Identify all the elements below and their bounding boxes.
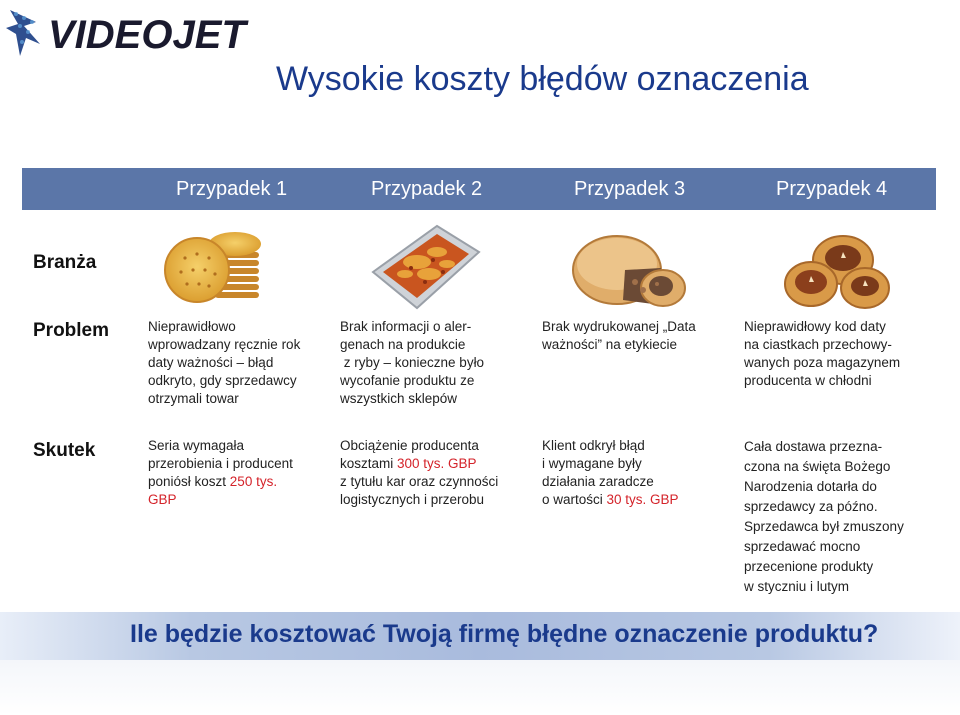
text-line: Narodzenia dotarła do: [744, 479, 877, 494]
text-line: ważności” na etykiecie: [542, 337, 678, 352]
mince-pies-image: [781, 226, 893, 314]
column-header-case-3: Przypadek 3: [574, 178, 686, 200]
text-line: Obciążenie producenta: [340, 438, 479, 453]
text-line: sprzedawcy za późno.: [744, 499, 878, 514]
text-line: genach na produkcie: [340, 337, 466, 352]
problem-cell-1: [148, 318, 300, 408]
page-title: Wysokie koszty błędów oznaczenia: [276, 60, 809, 98]
text-line: [542, 491, 679, 509]
text-line: Nieprawidłowo: [148, 319, 236, 334]
text-line: i wymagane były: [542, 456, 642, 471]
text-line: Klient odkrył błąd: [542, 438, 645, 453]
text-line: na ciastkach przechowy-: [744, 337, 892, 352]
effect-cell-2: [340, 437, 498, 509]
cost-amount: 300 tys. GBP: [397, 456, 477, 471]
text-fragment: o wartości: [542, 492, 607, 507]
text-line: przecenione produkty: [744, 559, 874, 574]
problem-cell-4: [744, 318, 900, 390]
text-line: z tytułu kar oraz czynności: [340, 474, 499, 489]
text-line: Sprzedawca był zmuszony: [744, 519, 904, 534]
column-header-case-2: Przypadek 2: [371, 178, 483, 200]
text-line: Brak informacji o aler-: [340, 319, 472, 334]
text-line: wprowadzany ręcznie rok: [148, 337, 301, 352]
problem-cell-3: [542, 318, 696, 354]
text-line: Seria wymagała: [148, 438, 245, 453]
text-line: czona na święta Bożego: [744, 459, 891, 474]
text-line: wycofanie produktu ze: [340, 373, 475, 388]
text-line: odkryto, gdy sprzedawcy: [148, 373, 297, 388]
bottom-shade: [0, 660, 960, 715]
cost-amount: 30 tys. GBP: [606, 492, 679, 507]
text-line: [340, 455, 498, 473]
row-label-branza: Branża: [33, 252, 97, 273]
meat-pie-image: [565, 220, 695, 312]
text-fragment: kosztami: [340, 456, 398, 471]
text-line: daty ważności – błąd: [148, 355, 274, 370]
row-label-skutek: Skutek: [33, 440, 96, 461]
text-line: z ryby – konieczne było: [340, 355, 485, 370]
videojet-logo: [6, 4, 306, 60]
videojet-star-logo: [6, 4, 306, 60]
lasagne-tray-image: [367, 222, 483, 314]
row-label-problem: Problem: [33, 320, 110, 341]
text-line: logistycznych i przerobu: [340, 492, 485, 507]
text-line: producenta w chłodni: [744, 373, 872, 388]
text-line: Cała dostawa przezna-: [744, 439, 883, 454]
text-line: działania zaradcze: [542, 474, 654, 489]
text-line: Nieprawidłowy kod daty: [744, 319, 886, 334]
text-line: przerobienia i producent: [148, 456, 293, 471]
text-line: sprzedawać mocno: [744, 539, 861, 554]
cost-currency: GBP: [148, 492, 177, 507]
cost-amount: 250 tys.: [229, 474, 278, 489]
column-header-case-1: Przypadek 1: [176, 178, 288, 200]
text-line: wanych poza magazynem: [744, 355, 901, 370]
text-fragment: poniósł koszt: [148, 474, 230, 489]
column-header-case-4: Przypadek 4: [776, 178, 888, 200]
problem-cell-2: [340, 318, 484, 408]
effect-cell-4: [744, 437, 904, 597]
logo-text: VIDEOJET: [48, 13, 246, 57]
effect-cell-3: [542, 437, 679, 509]
text-line: wszystkich sklepów: [340, 391, 458, 406]
case-header-bar: [22, 168, 936, 210]
text-line: [148, 473, 293, 491]
crackers-image: [163, 222, 263, 314]
text-line: w styczniu i lutym: [744, 579, 850, 594]
effect-cell-1: [148, 437, 293, 509]
text-line: otrzymali towar: [148, 391, 239, 406]
footer-question: Ile będzie kosztować Twoją firmę błędne oznaczenie produktu?: [130, 620, 879, 648]
text-line: Brak wydrukowanej „Data: [542, 319, 696, 334]
